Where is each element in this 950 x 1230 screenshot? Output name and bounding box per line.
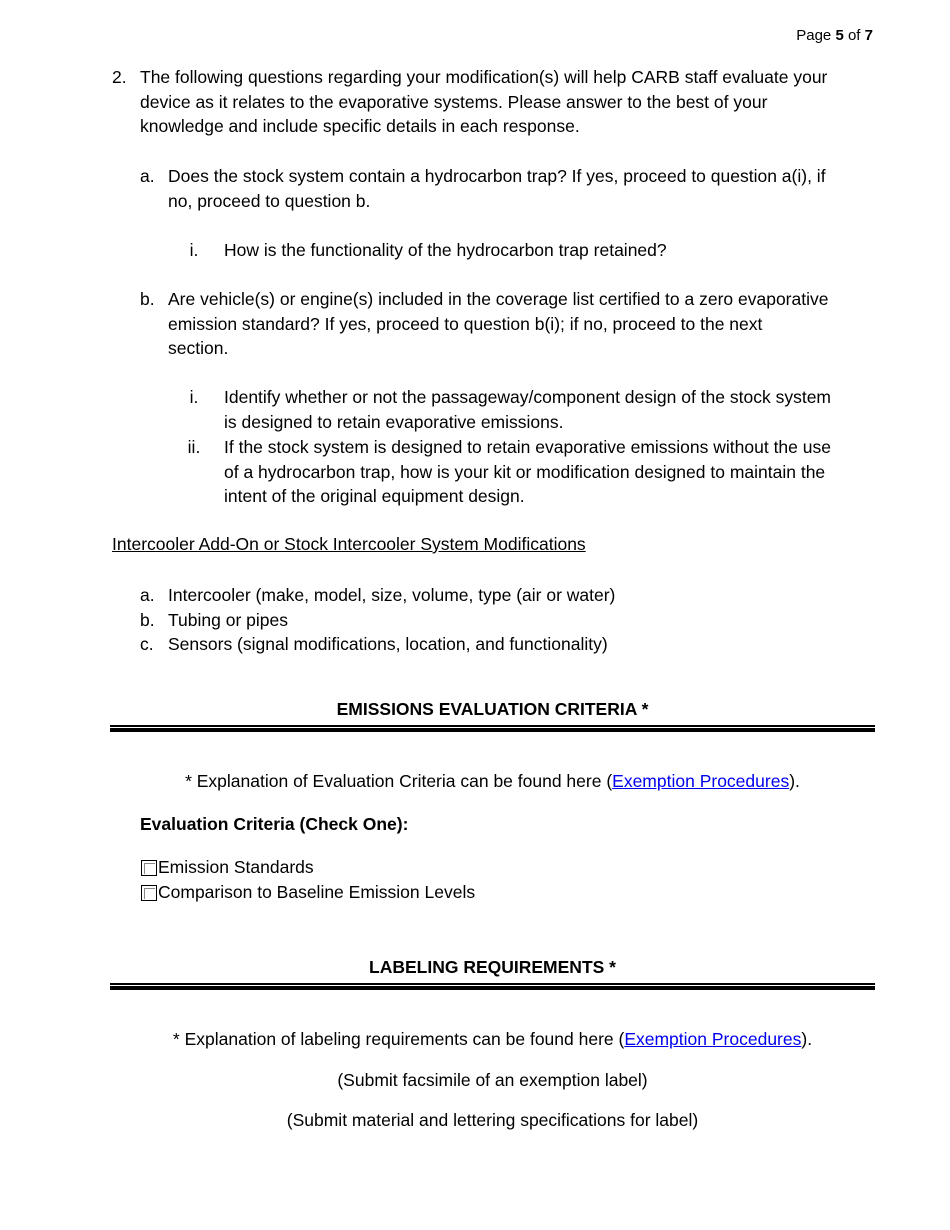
checkbox[interactable]: [141, 860, 157, 876]
list-item: [140, 632, 615, 657]
question-2a-label: a.: [140, 166, 155, 186]
labeling-note-facsimile: (Submit facsimile of an exemption label): [337, 1070, 648, 1090]
question-2b-ii-label: ii.: [187, 437, 201, 457]
question-2-line-3: knowledge and include specific details in each response.: [140, 116, 580, 136]
question-2-line-1: The following questions regarding your modification(s) will help CARB staff evaluate your: [140, 67, 828, 87]
list-item-text: Intercooler (make, model, size, volume, type (air or water): [168, 585, 616, 605]
criteria-option-emission-standards[interactable]: [141, 857, 314, 878]
page-label: Page: [796, 27, 832, 44]
emissions-explanation: [110, 771, 875, 792]
question-2a-i-label: i.: [189, 240, 199, 260]
labeling-section-rule: [110, 983, 875, 991]
emissions-explanation-suffix: ).: [789, 771, 800, 791]
list-item-label: c.: [140, 634, 154, 654]
labeling-explanation: [110, 1029, 875, 1050]
list-item-label: a.: [140, 585, 155, 605]
list-item-text: Tubing or pipes: [168, 609, 288, 630]
list-item-text: Sensors (signal modifications, location, and functionality): [168, 634, 608, 654]
question-2b-i-line-2: is designed to retain evaporative emissions.: [224, 411, 564, 432]
intercooler-heading: Intercooler Add-On or Stock Intercooler System Modifications: [112, 534, 586, 554]
checkbox[interactable]: [141, 885, 157, 901]
list-item: [140, 608, 615, 633]
emissions-section-rule: [110, 725, 875, 733]
page-current: 5: [835, 27, 844, 44]
question-2-number: 2.: [112, 67, 127, 87]
question-2b-i-line-1: Identify whether or not the passageway/component design of the stock system: [224, 387, 832, 407]
question-2-line-2: device as it relates to the evaporative systems. Please answer to the best of your: [140, 91, 768, 112]
question-2: [112, 65, 880, 139]
exemption-procedures-link[interactable]: Exemption Procedures: [624, 1029, 802, 1049]
criteria-option-baseline[interactable]: [141, 882, 475, 903]
evaluation-criteria-heading: Evaluation Criteria (Check One):: [140, 814, 409, 834]
labeling-explanation-suffix: ).: [801, 1029, 813, 1049]
question-2b-i: [189, 385, 880, 434]
question-2b-label: b.: [140, 289, 155, 309]
checkbox-label: Emission Standards: [158, 857, 314, 877]
question-2b-line-2: emission standard? If yes, proceed to question b(i); if no, proceed to the next: [168, 313, 763, 334]
question-2a: [140, 164, 880, 213]
checkbox-label: Comparison to Baseline Emission Levels: [158, 882, 476, 902]
page-of-label: of: [847, 27, 861, 44]
question-2b: [140, 287, 880, 361]
question-2b-line-3: section.: [168, 338, 229, 358]
page-total: 7: [864, 27, 873, 44]
question-2a-i-text: How is the functionality of the hydrocarbon trap retained?: [224, 240, 667, 260]
question-2b-i-label: i.: [189, 387, 199, 407]
question-2b-ii-line-2: of a hydrocarbon trap, how is your kit or modification designed to maintain the: [224, 461, 826, 482]
emissions-explanation-prefix: * Explanation of Evaluation Criteria can be found here (: [185, 771, 613, 791]
page-number: [796, 27, 873, 44]
question-2b-line-1: Are vehicle(s) or engine(s) included in the coverage list certified to a zero evaporative: [168, 289, 829, 309]
labeling-section-title: LABELING REQUIREMENTS *: [369, 957, 616, 977]
question-2a-line-2: no, proceed to question b.: [168, 190, 371, 211]
question-2b-ii-line-3: intent of the original equipment design.: [224, 486, 525, 506]
emissions-section-title: EMISSIONS EVALUATION CRITERIA *: [336, 699, 649, 719]
intercooler-list: [140, 583, 616, 657]
list-item-label: b.: [140, 609, 155, 630]
labeling-note-specifications: (Submit material and lettering specifications for label): [286, 1110, 699, 1130]
question-2a-i: [189, 238, 880, 263]
labeling-explanation-prefix: * Explanation of labeling requirements can be found here (: [172, 1029, 625, 1049]
question-2b-ii: [187, 435, 880, 509]
question-2a-line-1: Does the stock system contain a hydrocarbon trap? If yes, proceed to question a(i), if: [168, 166, 826, 186]
question-2b-ii-line-1: If the stock system is designed to retain evaporative emissions without the use: [224, 437, 831, 457]
list-item: [140, 583, 616, 608]
exemption-procedures-link[interactable]: Exemption Procedures: [612, 771, 790, 791]
